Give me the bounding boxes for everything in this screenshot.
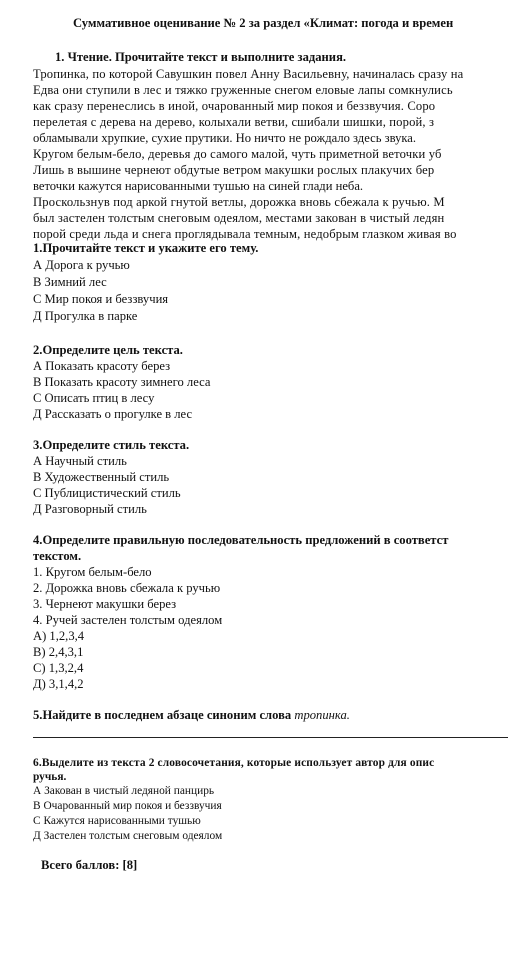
answer-option[interactable]: Д Разговорный стиль — [33, 502, 147, 516]
answer-blank-line[interactable] — [33, 737, 508, 738]
passage-line: был застелен толстым снеговым одеялом, местами закован в чистый ледян — [33, 211, 445, 225]
answer-option[interactable]: В Художественный стиль — [33, 470, 170, 484]
sequence-item: 1. Кругом белым-бело — [33, 565, 152, 579]
passage-line: Лишь в вышине чернеют обдутые ветром макушки рослых плакучих бер — [33, 163, 435, 177]
answer-option[interactable]: Д Застелен толстым снеговым одеялом — [33, 830, 223, 842]
answer-option[interactable]: С Публицистический стиль — [33, 486, 181, 500]
question-5-prompt: 5.Найдите в последнем абзаце синоним слова — [33, 708, 295, 722]
answer-option[interactable]: Д Рассказать о прогулке в лес — [33, 407, 193, 421]
question-text: 3.Определите стиль текста. — [33, 438, 190, 452]
passage-line: Проскользнув под аркой гнутой ветлы, дорожка вновь сбежала к ручью. М — [33, 195, 445, 209]
passage-line: порой среди льда и снега проглядывала темным, недобрым глазком живая во — [33, 227, 457, 241]
sequence-item: 3. Чернеют макушки берез — [33, 597, 177, 611]
passage-line: перелетая с дерева на дерево, колыхали ветви, сшибали шишки, порой, з — [33, 115, 435, 129]
passage-line: как сразу перенеслись в иной, очарованный мир покоя и беззвучия. Соро — [33, 99, 436, 113]
sequence-item: 2. Дорожка вновь сбежала к ручью — [33, 581, 221, 595]
passage-line: веточки кажутся нарисованными тушью на синей глади неба. — [33, 179, 364, 193]
answer-option[interactable]: С Кажутся нарисованными тушью — [33, 815, 201, 827]
answer-option[interactable]: С Мир покоя и беззвучия — [33, 292, 169, 306]
answer-option[interactable]: А Закован в чистый ледяной панцирь — [33, 785, 215, 797]
answer-option[interactable]: В Очарованный мир покоя и беззвучия — [33, 800, 222, 812]
answer-option[interactable]: Д Прогулка в парке — [33, 309, 138, 323]
question-text-continued: ручья. — [33, 771, 67, 783]
answer-option[interactable]: С Описать птиц в лесу — [33, 391, 155, 405]
answer-option[interactable]: А Научный стиль — [33, 454, 127, 468]
answer-option[interactable]: Д) 3,1,4,2 — [33, 677, 84, 691]
passage-line: обламывали хрупкие, сухие прутики. Но ничто не рождало здесь звука. — [33, 131, 417, 145]
reading-heading: 1. Чтение. Прочитайте текст и выполните задания. — [55, 50, 347, 64]
question-text-continued: текстом. — [33, 549, 82, 563]
question-text: 1.Прочитайте текст и укажите его тему. — [33, 241, 259, 255]
answer-option[interactable]: В Показать красоту зимнего леса — [33, 375, 211, 389]
question-5-word: тропинка. — [294, 708, 350, 722]
question-text: 6.Выделите из текста 2 словосочетания, которые использует автор для опис — [33, 757, 435, 769]
passage-line: Едва они ступили в лес и тяжко груженные снегом еловые лапы сомкнулись — [33, 83, 453, 97]
passage-line: Кругом белым-бело, деревья до самого малой, чуть приметной веточки уб — [33, 147, 442, 161]
answer-option[interactable]: А Показать красоту берез — [33, 359, 171, 373]
sequence-item: 4. Ручей застелен толстым одеялом — [33, 613, 223, 627]
answer-option[interactable]: В Зимний лес — [33, 275, 107, 289]
page-title: Суммативное оценивание № 2 за раздел «Климат: погода и времен — [73, 16, 454, 30]
question-text: 4.Определите правильную последовательность предложений в соответст — [33, 533, 449, 547]
passage-line: Тропинка, по которой Савушкин повел Анну Васильевну, начиналась сразу на — [33, 67, 464, 81]
question-text: 2.Определите цель текста. — [33, 343, 183, 357]
total-score: Всего баллов: [8] — [41, 858, 138, 872]
answer-option[interactable]: А Дорога к ручью — [33, 258, 130, 272]
answer-option[interactable]: А) 1,2,3,4 — [33, 629, 85, 643]
question-text — [33, 708, 350, 723]
answer-option[interactable]: С) 1,3,2,4 — [33, 661, 84, 675]
answer-option[interactable]: В) 2,4,3,1 — [33, 645, 84, 659]
